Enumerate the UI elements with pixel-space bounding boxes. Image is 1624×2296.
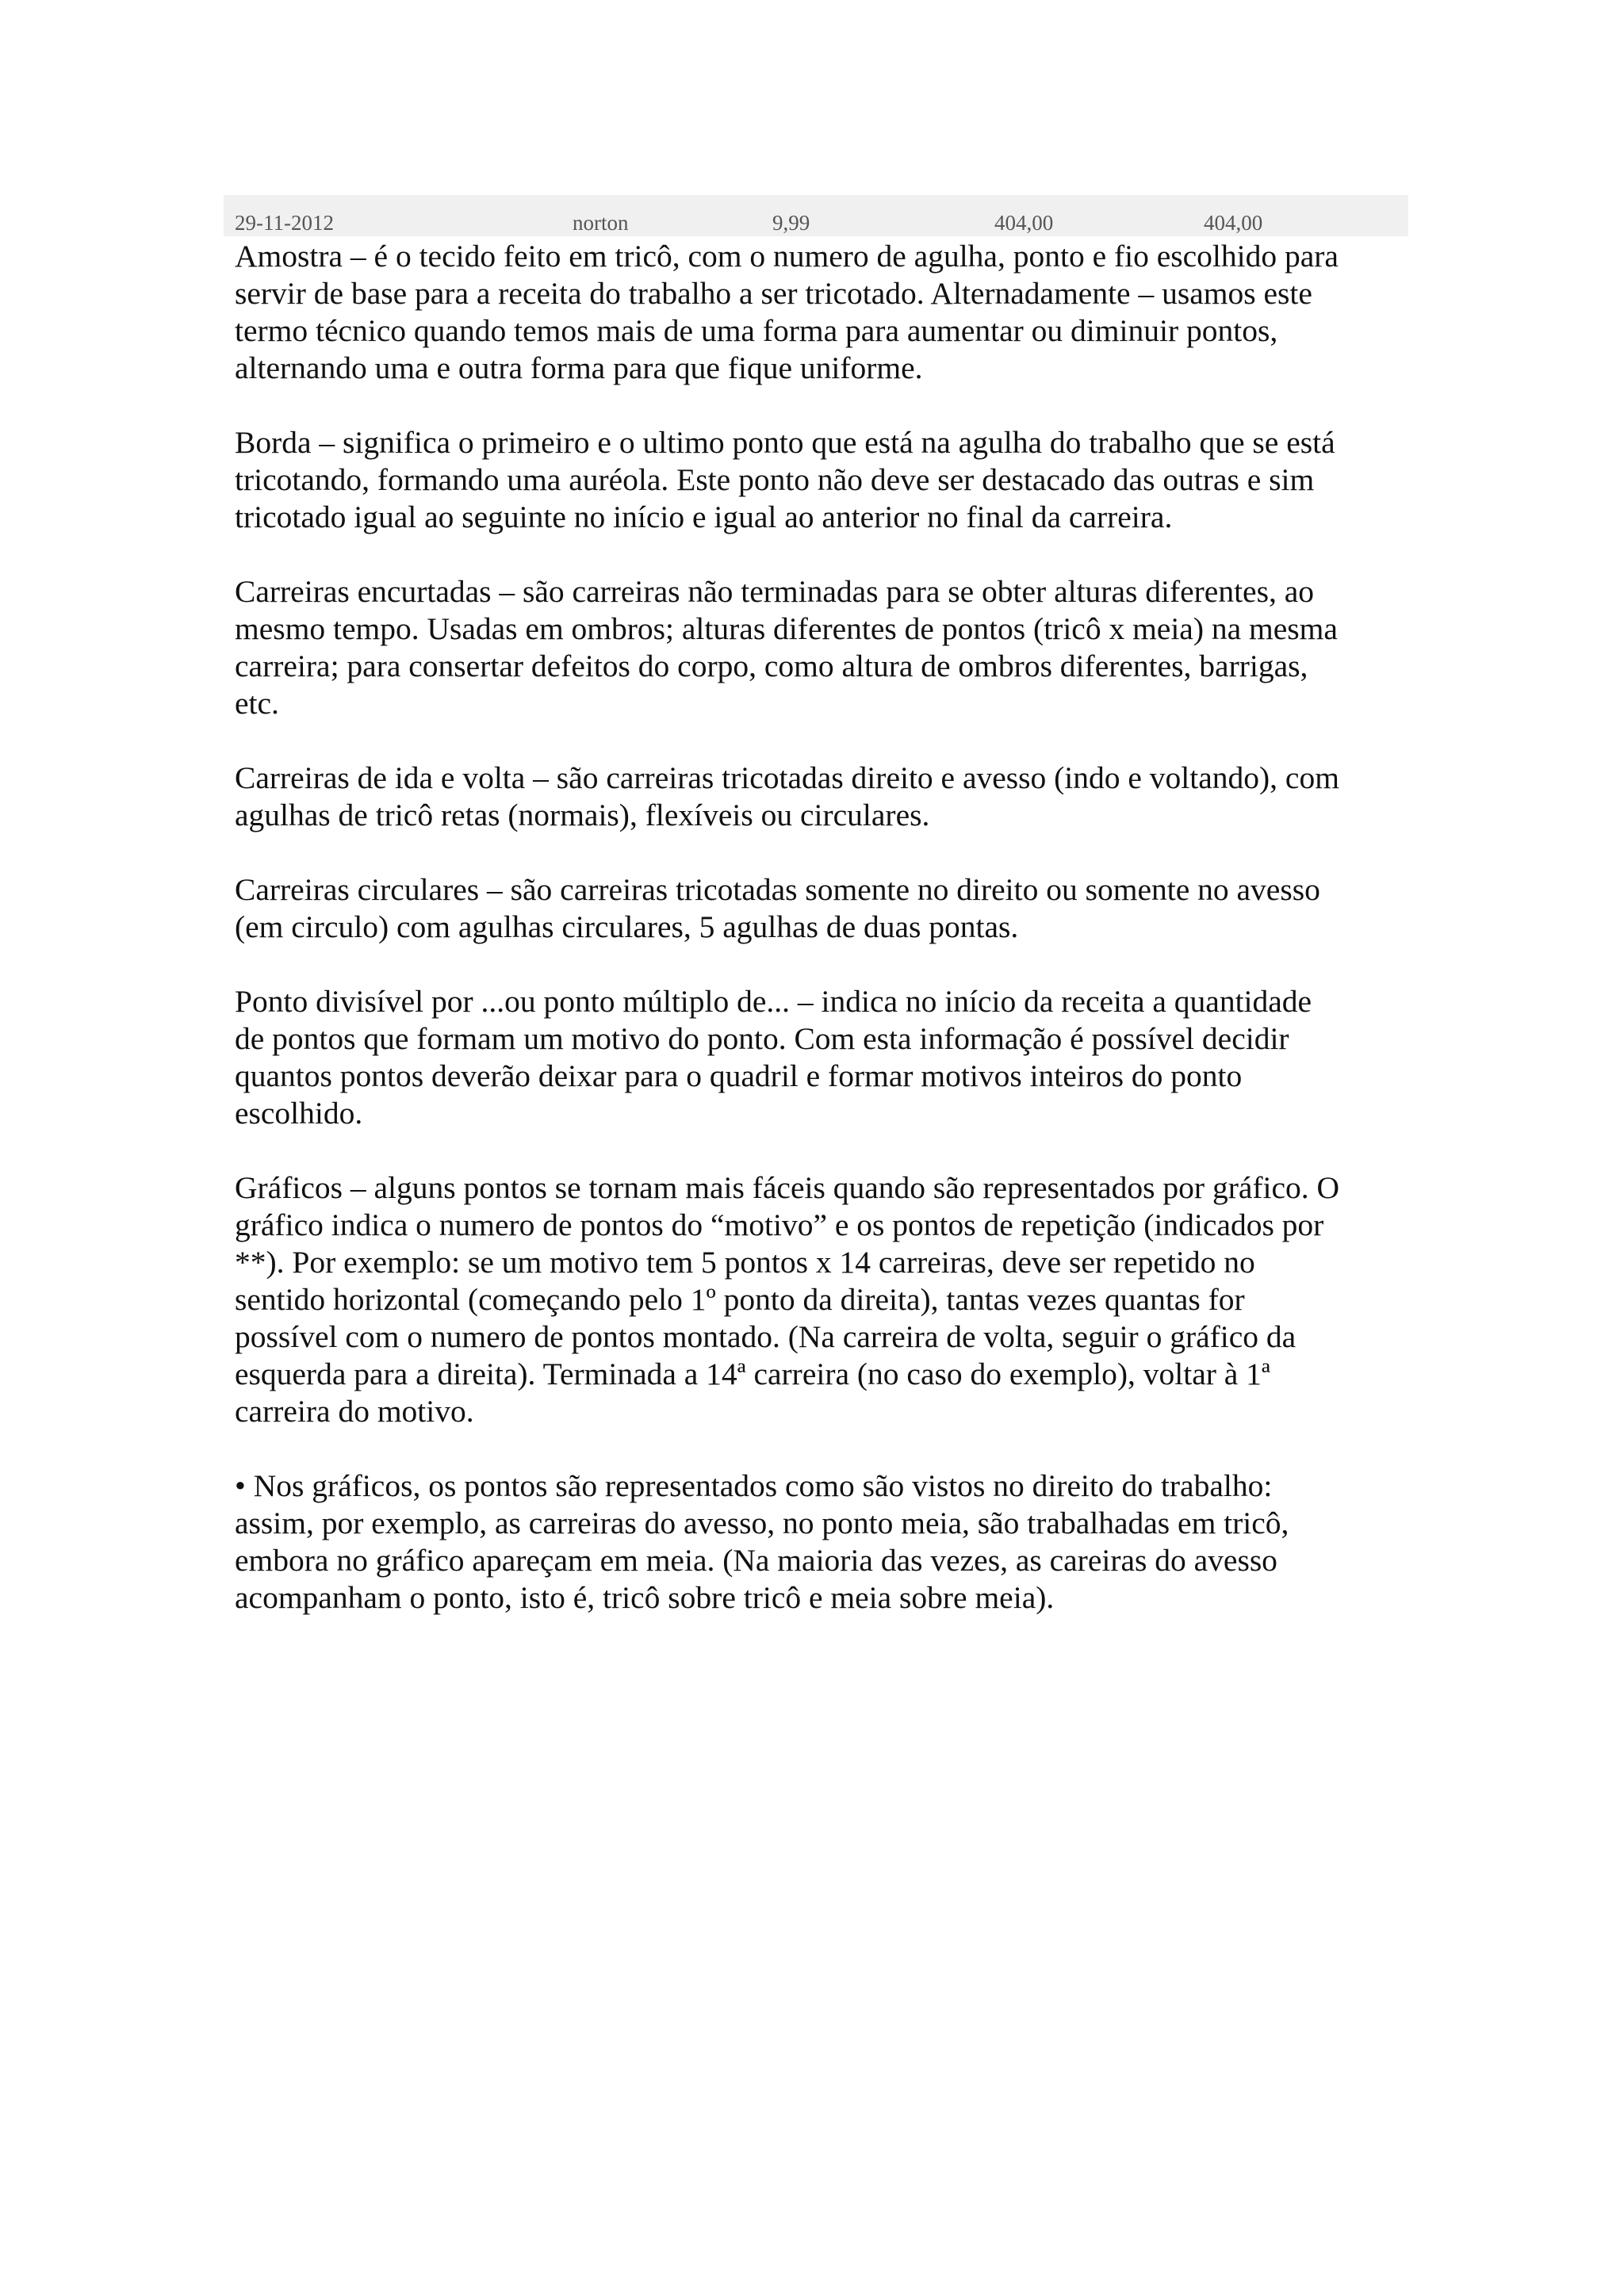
header-row bbox=[224, 195, 1408, 236]
paragraph-carreiras-circulares: Carreiras circulares – são carreiras tricotadas somente no direito ou somente no avesso (em circulo) com agulhas circulares, 5 agulhas de duas pontas. bbox=[235, 872, 1320, 944]
document-body bbox=[235, 238, 1424, 1654]
header-date: 29-11-2012 bbox=[235, 211, 334, 235]
header-price: 9,99 bbox=[772, 211, 810, 235]
paragraph-carreiras-ida-volta: Carreiras de ida e volta – são carreiras tricotadas direito e avesso (indo e voltando), com agulhas de tricô retas (normais), flexíveis ou circulares. bbox=[235, 760, 1339, 832]
paragraph-amostra: Amostra – é o tecido feito em tricô, com o numero de agulha, ponto e fio escolhido para servir de base para a receita do trabalho a ser tricotado. Alternadamente – usamos este termo técnico quando temos mais de uma forma para aumentar ou diminuir pontos, alternando uma e outra forma para que fique uniforme. bbox=[235, 239, 1339, 385]
paragraph-nos-graficos: • Nos gráficos, os pontos são representados como são vistos no direito do trabalho: assim, por exemplo, as carreiras do avesso, no ponto meia, são trabalhadas em tricô, embora no gráfico apareçam em meia. (Na maioria das vezes, as careiras do avesso acompanham o ponto, isto é, tricô sobre tricô e meia sobre meia). bbox=[235, 1468, 1289, 1615]
paragraph-ponto-divisivel: Ponto divisível por ...ou ponto múltiplo de... – indica no início da receita a quantidade de pontos que formam um motivo do ponto. Com esta informação é possível decidir quantos pontos deverão deixar para o quadril e formar motivos inteiros do ponto escolhido. bbox=[235, 984, 1312, 1131]
header-value-1: 404,00 bbox=[994, 211, 1054, 235]
paragraph-borda: Borda – significa o primeiro e o ultimo ponto que está na agulha do trabalho que se está tricotando, formando uma auréola. Este ponto não deve ser destacado das outras e sim tricotado igual ao seguinte no início e igual ao anterior no final da carreira. bbox=[235, 425, 1335, 534]
header-value-2: 404,00 bbox=[1204, 211, 1263, 235]
paragraph-carreiras-encurtadas: Carreiras encurtadas – são carreiras não terminadas para se obter alturas diferentes, ao mesmo tempo. Usadas em ombros; alturas diferentes de pontos (tricô x meia) na mesma carreira; para consertar defeitos do corpo, como altura de ombros diferentes, barrigas, etc. bbox=[235, 574, 1338, 721]
header-name: norton bbox=[573, 211, 629, 235]
paragraph-graficos: Gráficos – alguns pontos se tornam mais fáceis quando são representados por gráfico. O gráfico indica o numero de pontos do “motivo” e os pontos de repetição (indicados por **). Por exemplo: se um motivo tem 5 pontos x 14 carreiras, deve ser repetido no sentido horizontal (começando pelo 1º ponto da direita), tantas vezes quantas for possível com o numero de pontos montado. (Na carreira de volta, seguir o gráfico da esquerda para a direita). Terminada a 14ª carreira (no caso do exemplo), voltar à 1ª carreira do motivo. bbox=[235, 1170, 1340, 1429]
